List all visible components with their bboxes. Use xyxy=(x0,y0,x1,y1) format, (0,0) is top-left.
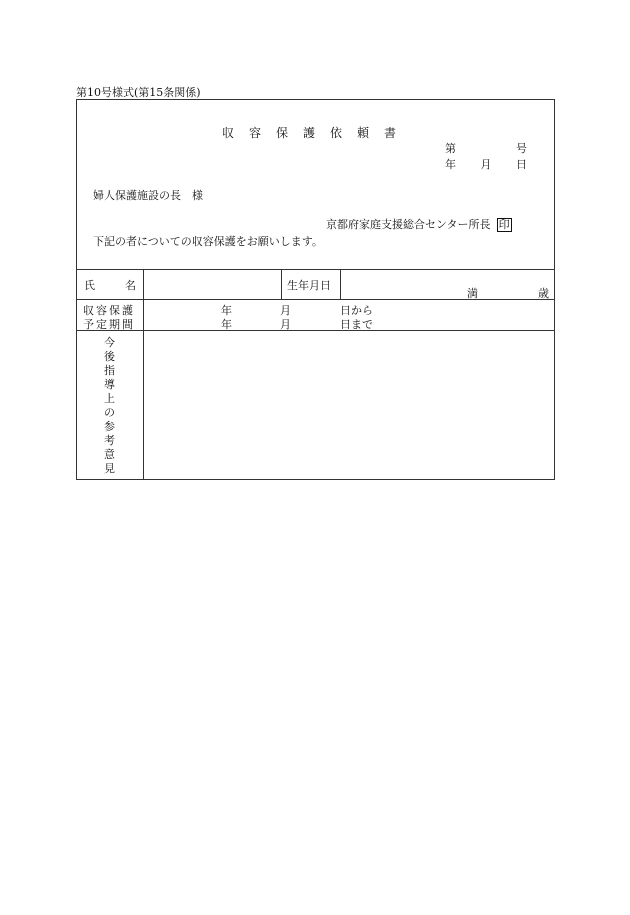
name-label-left: 氏 xyxy=(84,279,95,292)
period-start-year: 年 xyxy=(221,304,232,317)
divider xyxy=(76,330,555,331)
opinion-char: 導 xyxy=(104,378,115,391)
date-year: 年 xyxy=(445,158,456,171)
divider xyxy=(143,269,144,480)
sender-line xyxy=(326,216,512,232)
number-prefix: 第 xyxy=(445,142,456,155)
opinion-char: 今 xyxy=(104,336,115,349)
opinion-char: 後 xyxy=(104,350,115,363)
period-label-line2: 予定期間 xyxy=(83,318,135,331)
document-title: 収容保護依頼書 xyxy=(222,126,412,140)
divider xyxy=(76,269,555,270)
divider xyxy=(340,269,341,299)
age-suffix: 歳 xyxy=(538,287,549,300)
number-suffix: 号 xyxy=(516,142,527,155)
period-label-line1: 収容保護 xyxy=(83,304,135,317)
opinion-char: 考 xyxy=(104,434,115,447)
period-start-month: 月 xyxy=(280,304,291,317)
age-label xyxy=(467,285,549,301)
document-number xyxy=(445,140,527,156)
birthdate-label: 生年月日 xyxy=(287,279,331,292)
period-start-day: 日から xyxy=(340,304,373,317)
opinion-char: 参 xyxy=(104,420,115,433)
period-end-month: 月 xyxy=(280,318,291,331)
addressee: 婦人保護施設の長 様 xyxy=(93,189,203,202)
document-date xyxy=(445,156,527,172)
request-text: 下記の者についての収容保護をお願いします。 xyxy=(93,235,323,248)
opinion-field[interactable] xyxy=(145,333,551,476)
period-end-year: 年 xyxy=(221,318,232,331)
opinion-char: 意 xyxy=(104,448,115,461)
form-number-header: 第10号様式(第15条関係) xyxy=(76,86,201,99)
age-prefix: 満 xyxy=(467,287,478,300)
seal-mark: 印 xyxy=(498,218,510,231)
date-month: 月 xyxy=(480,158,492,171)
opinion-char: 上 xyxy=(104,392,115,405)
name-field[interactable] xyxy=(145,272,279,297)
date-day: 日 xyxy=(516,158,527,171)
divider xyxy=(281,269,282,299)
sender-name: 京都府家庭支援総合センター所長 xyxy=(326,218,491,231)
name-label-right: 名 xyxy=(125,279,136,292)
opinion-label xyxy=(76,336,143,476)
opinion-char: 指 xyxy=(104,364,115,377)
opinion-char: の xyxy=(104,406,115,419)
period-end-day: 日まで xyxy=(340,318,373,331)
name-label xyxy=(84,277,136,293)
opinion-char: 見 xyxy=(104,462,115,475)
